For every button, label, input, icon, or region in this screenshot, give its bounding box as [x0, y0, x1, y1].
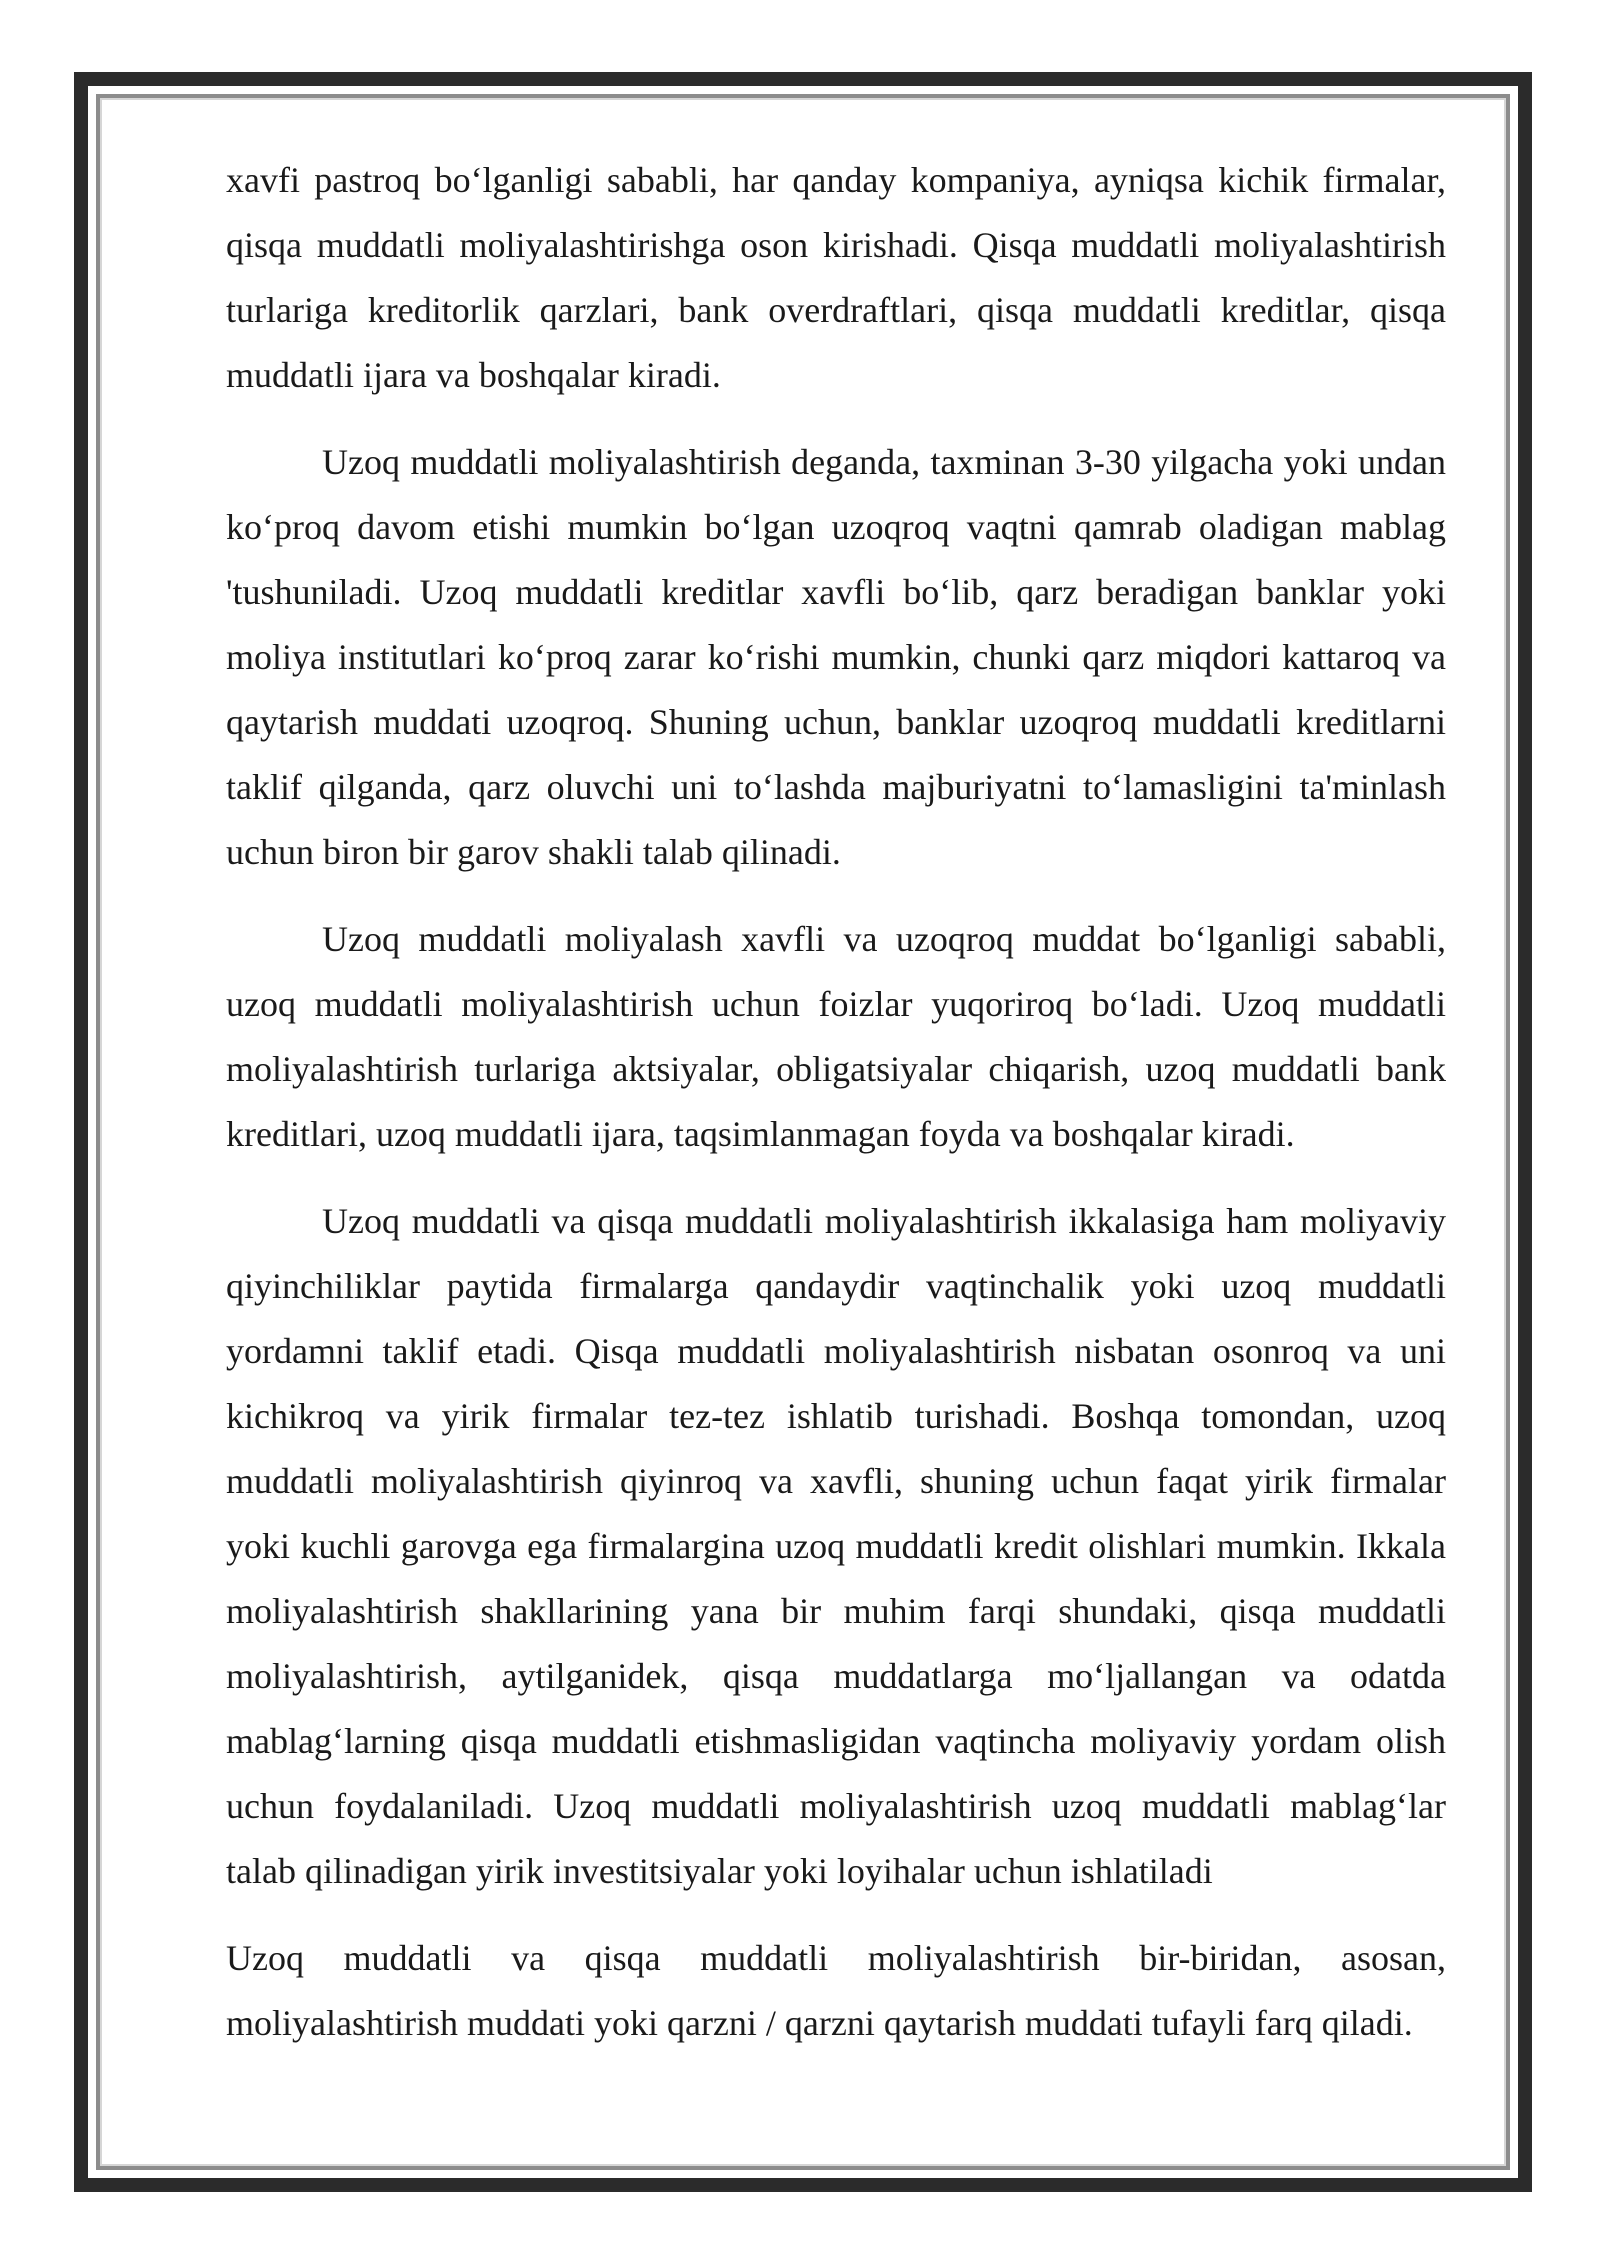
paragraph-long-term-financing-types: Uzoq muddatli moliyalash xavfli va uzoqroq muddat bo‘lganligi sababli, uzoq muddatli moliyalashtirish uchun foizlar yuqoriroq bo‘ladi. Uzoq muddatli moliyalashtirish turlariga aktsiyalar, obligatsiyalar chiqarish, uzoq muddatli bank kreditlari, uzoq muddatli ijara, taqsimlanmagan foyda va boshqalar kiradi.: [226, 919, 1446, 1154]
paragraph-long-term-financing-definition: Uzoq muddatli moliyalashtirish deganda, taxminan 3-30 yilgacha yoki undan ko‘proq davom etishi mumkin bo‘lgan uzoqroq vaqtni qamrab oladigan mablag 'tushuniladi. Uzoq muddatli kreditlar xavfli bo‘lib, qarz beradigan banklar yoki moliya institutlari ko‘proq zarar ko‘rishi mumkin, chunki qarz miqdori kattaroq va qaytarish muddati uzoqroq. Shuning uchun, banklar uzoqroq muddatli kreditlarni taklif qilganda, qarz oluvchi uni to‘lashda majburiyatni to‘lamasligini ta'minlash uchun biron bir garov shakli talab qilinadi.: [226, 442, 1446, 872]
paragraph-continuation: xavfi pastroq bo‘lganligi sababli, har qanday kompaniya, ayniqsa kichik firmalar, qisqa muddatli moliyalashtirishga oson kirishadi. Qisqa muddatli moliyalashtirish turlariga kreditorlik qarzlari, bank overdraftlari, qisqa muddatli kreditlar, qisqa muddatli ijara va boshqalar kiradi.: [226, 160, 1446, 395]
paragraph-conclusion: Uzoq muddatli va qisqa muddatli moliyalashtirish bir-biridan, asosan, moliyalashtirish muddati yoki qarzni / qarzni qaytarish muddati tufayli farq qiladi.: [226, 1938, 1446, 2043]
page-border: [96, 94, 1510, 2170]
page-frame: [74, 72, 1532, 2192]
document-body: [226, 148, 1446, 2078]
paragraph-comparison: Uzoq muddatli va qisqa muddatli moliyalashtirish ikkalasiga ham moliyaviy qiyinchiliklar paytida firmalarga qandaydir vaqtinchalik yoki uzoq muddatli yordamni taklif etadi. Qisqa muddatli moliyalashtirish nisbatan osonroq va uni kichikroq va yirik firmalar tez-tez ishlatib turishadi. Boshqa tomondan, uzoq muddatli moliyalashtirish qiyinroq va xavfli, shuning uchun faqat yirik firmalar yoki kuchli garovga ega firmalargina uzoq muddatli kredit olishlari mumkin. Ikkala moliyalashtirish shakllarining yana bir muhim farqi shundaki, qisqa muddatli moliyalashtirish, aytilganidek, qisqa muddatlarga mo‘ljallangan va odatda mablag‘larning qisqa muddatli etishmasligidan vaqtincha moliyaviy yordam olish uchun foydalaniladi. Uzoq muddatli moliyalashtirish uzoq muddatli mablag‘lar talab qilinadigan yirik investitsiyalar yoki loyihalar uchun ishlatiladi: [226, 1201, 1446, 1891]
